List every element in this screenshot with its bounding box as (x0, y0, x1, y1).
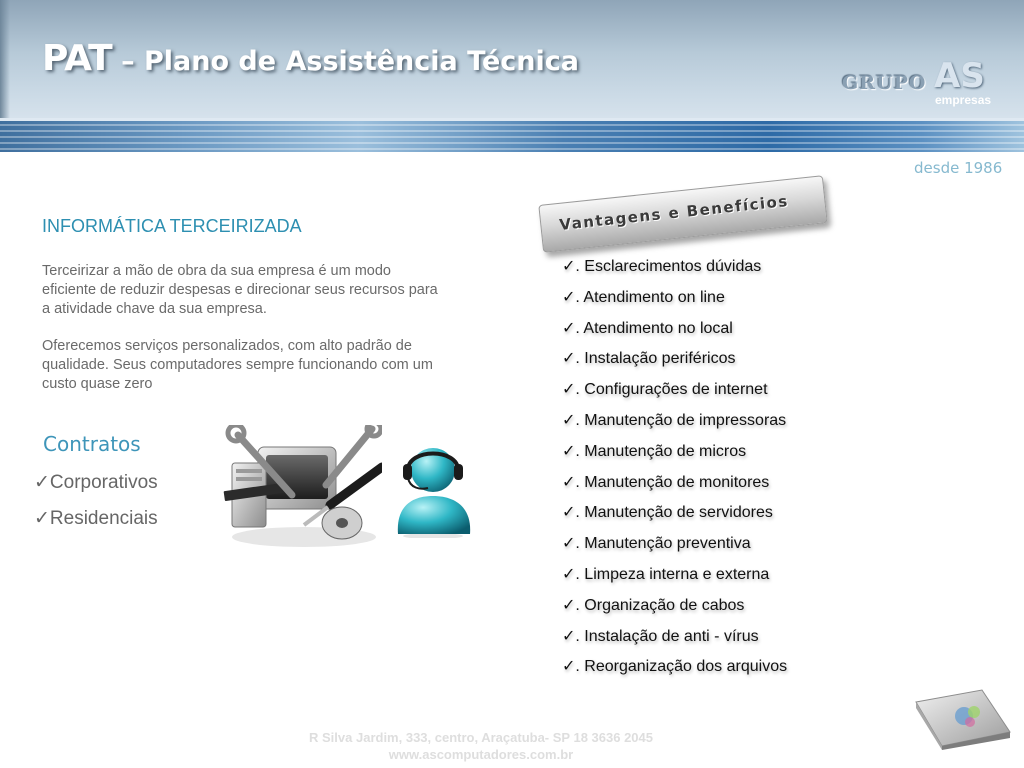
logo-grupo-text: GRUPO (842, 72, 927, 94)
benefit-item: ✓. Reorganização dos arquivos (562, 658, 788, 676)
support-agent-headset (392, 440, 474, 538)
contract-item-residenciais: ✓Residenciais (34, 508, 158, 529)
benefit-item: ✓. Limpeza interna e externa (562, 565, 770, 583)
logo-empresas-text: empresas (935, 93, 992, 107)
benefit-item: ✓. Atendimento on line (562, 288, 725, 306)
footer-address: R Silva Jardim, 333, centro, Araçatuba- SP 18 3636 2045 (309, 730, 653, 745)
benefit-item: ✓. Manutenção de impressoras (562, 411, 787, 429)
header-banner (0, 0, 1024, 118)
benefit-item: ✓. Configurações de internet (562, 381, 768, 399)
benefits-list (562, 256, 787, 687)
benefit-item: ✓. Manutenção de micros (562, 442, 747, 460)
tools-computer-illustration (222, 425, 382, 550)
intro-paragraph-1: Terceirizar a mão de obra da sua empresa é um modo eficiente de reduzir despesas e direcionar seus recursos para a atividade chave da sua empresa. (42, 263, 438, 317)
contracts-title: Contratos (43, 432, 141, 456)
corner-logo-box (912, 688, 1012, 750)
grupo-as-logo (842, 58, 1002, 110)
intro-heading: INFORMÁTICA TERCEIRIZADA (42, 216, 302, 236)
benefit-item: ✓. Manutenção de servidores (562, 504, 773, 522)
benefit-item: ✓. Manutenção de monitores (562, 473, 770, 491)
title-abbr: PAT (42, 38, 112, 79)
intro-paragraph-2: Oferecemos serviços personalizados, com alto padrão de qualidade. Seus computadores sempre funcionando com um custo quase zero (42, 338, 433, 392)
header-stripe-band (0, 118, 1024, 152)
band-top-line (0, 118, 1024, 121)
benefit-item: ✓. Manutenção preventiva (562, 535, 751, 553)
benefit-item: ✓. Atendimento no local (562, 319, 733, 337)
benefit-item: ✓. Esclarecimentos dúvidas (562, 258, 762, 275)
contract-item-corporativos: ✓Corporativos (34, 472, 158, 493)
benefits-ribbon-label: Vantagens e Benefícios (558, 191, 790, 234)
logo-as-text: AS (934, 56, 985, 96)
benefit-item: ✓. Organização de cabos (562, 596, 745, 614)
benefit-item: ✓. Instalação de anti - vírus (562, 627, 759, 645)
footer-website[interactable]: www.ascomputadores.com.br (388, 747, 574, 762)
band-lines (0, 118, 1024, 152)
benefits-ribbon (538, 175, 827, 253)
header-shade (0, 0, 10, 118)
title-rest: – Plano de Assistência Técnica (111, 46, 580, 77)
benefit-item: ✓. Instalação periféricos (562, 350, 736, 368)
since-label: desde 1986 (914, 159, 1003, 177)
page-title (42, 38, 579, 79)
footer-contact (0, 729, 962, 763)
